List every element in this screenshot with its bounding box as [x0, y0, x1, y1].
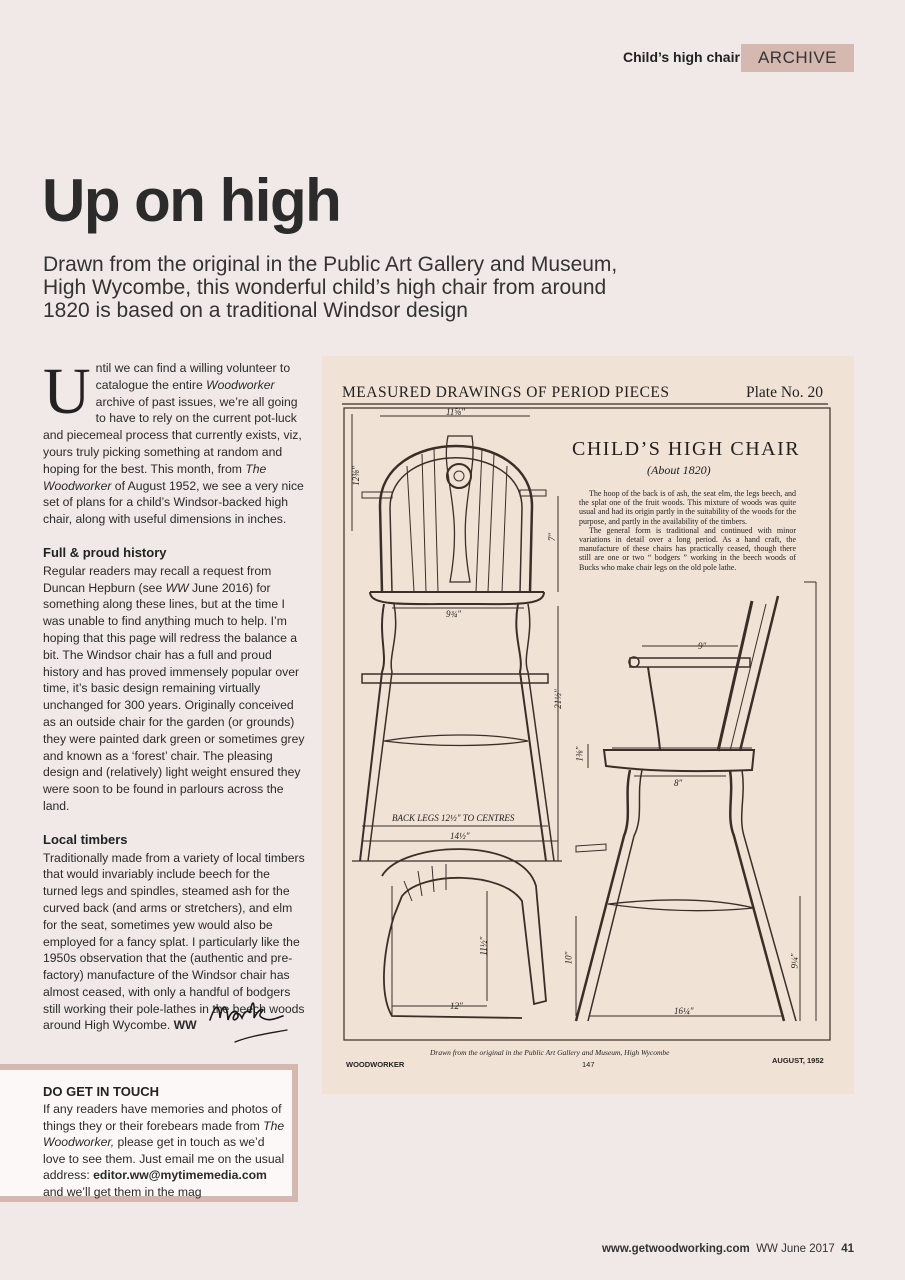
dim-label: 11½"	[478, 936, 489, 956]
plate-chair-title: CHILD’S HIGH CHAIR	[572, 438, 801, 460]
dim-label: 21½"	[552, 689, 563, 709]
dim-label: 1⅜"	[574, 746, 585, 762]
dim-label: 14½"	[450, 831, 470, 841]
dim-label: 8"	[674, 778, 683, 788]
intro-em-1: Woodworker	[206, 377, 275, 392]
page-title: Up on high	[42, 167, 341, 234]
article-body	[43, 355, 305, 1034]
plate-about: (About 1820)	[647, 463, 711, 477]
archive-tag: ARCHIVE	[741, 44, 854, 72]
section-heading-history: Full & proud history	[43, 544, 167, 560]
plate-footer-left: WOODWORKER	[346, 1060, 405, 1069]
footer-issue: WW June 2017	[756, 1243, 835, 1255]
dim-label: 7"	[547, 532, 558, 542]
intro-text-1: ntil we can find a willing volunteer to catalogue the entire	[95, 361, 291, 392]
intro-text-3: of August 1952, we see a very nice set of plans for a child’s Windsor-backed high chair, along with useful dimensions in inches.	[43, 478, 304, 527]
intro-em-2: The Woodworker	[43, 461, 267, 493]
contact-email[interactable]: editor.ww@mytimemedia.com	[93, 1168, 267, 1182]
plate-drawing	[322, 356, 854, 1094]
end-mark: WW	[173, 1018, 197, 1033]
section-title: Child’s high chair	[623, 49, 740, 65]
dropcap: U	[43, 355, 91, 428]
section-heading-timbers: Local timbers	[43, 831, 128, 847]
dim-label: 9"	[698, 641, 707, 651]
plate-paragraph-1: The hoop of the back is of ash, the seat elm, the legs beech, and the splat one of the fruit woods. This mixture of woods was quite usual and had its origin partly in the suitability of the woods for the purpose, and partly in the availability of the timbers.	[579, 489, 796, 526]
dim-label: 11⅝"	[446, 407, 465, 417]
contact-text-2: please get in touch as we’d love to see them. Just email me on the usual address:	[43, 1135, 285, 1182]
history-text-1: Regular readers may recall a request from Duncan Hepburn (see	[43, 563, 272, 595]
standfirst: Drawn from the original in the Public Art Gallery and Museum, High Wycombe, this wonderful child’s high chair from around 1820 is based on a traditional Windsor design	[43, 253, 618, 322]
footer-url[interactable]: www.getwoodworking.com	[601, 1243, 750, 1255]
dim-label: 12"	[450, 1001, 463, 1011]
intro-text-2: archive of past issues, we’re all going to have to rely on the current pot-luck and piecemeal process that currently exists, viz, yours truly picking something at random and hoping for the best. This month, from	[43, 394, 302, 476]
plate-footer-page: 147	[582, 1060, 595, 1069]
footer-page-number: 41	[841, 1243, 854, 1255]
dim-label: BACK LEGS 12½" TO CENTRES	[392, 813, 515, 823]
dim-label: 10"	[563, 951, 574, 965]
dim-label: 9¼"	[789, 953, 800, 969]
contact-em: The Woodworker,	[43, 1118, 285, 1149]
plate-number: Plate No. 20	[746, 384, 824, 401]
contact-text	[43, 1101, 288, 1200]
dim-label: 12⅜"	[350, 466, 361, 486]
contact-box	[0, 1064, 298, 1202]
intro-paragraph	[43, 355, 305, 528]
plate-paragraph-2: The general form is traditional and continued with minor variations in detail over a long period. As a hand craft, the manufacture of these chairs has practically ceased, though there still are one or two “ bodgers ” working in the beech woods of Bucks who make chair legs on the old pole lathe.	[579, 525, 796, 572]
dim-label: 16¼"	[674, 1006, 694, 1016]
contact-heading: DO GET IN TOUCH	[43, 1084, 160, 1099]
signature-mark	[205, 990, 295, 1050]
history-paragraph	[43, 563, 305, 815]
timbers-text: Traditionally made from a variety of local timbers that would invariably include beech for the turned legs and spindles, steamed ash for the curved back (and arms or stretchers), and elm for the seat, sometimes yew would also be employed for a fancy splat. I particularly like the 1950s observation that the (authentic and pre-factory) manufacture of the Windsor chair has almost ceased, with only a handful of bodgers still working their pole-lathes in the beech woods around High Wycombe.	[43, 850, 305, 1033]
plate-text	[579, 489, 796, 572]
page-footer	[602, 1243, 854, 1255]
contact-text-1: If any readers have memories and photos of things they or their forebears made from	[43, 1102, 282, 1133]
dim-label: 9¾"	[446, 609, 462, 619]
plate-illustration	[322, 356, 854, 1094]
plate-caption: Drawn from the original in the Public Art Gallery and Museum, High Wycombe	[430, 1048, 670, 1057]
history-em: WW	[165, 580, 189, 595]
contact-text-3: and we’ll get them in the mag	[43, 1184, 202, 1199]
plate-heading: MEASURED DRAWINGS OF PERIOD PIECES	[342, 384, 670, 401]
plate-footer-date: AUGUST, 1952	[772, 1056, 824, 1065]
history-text-2: June 2016) for something along these lines, but at the time I was unable to find anything much to help. I’m hoping that this page will redress the balance a bit. The Windsor chair has a full and proud history and has proved immensely popular over time, it’s basic design remaining virtually unchanged for 300 years. Originally conceived as an outside chair for the garden (or grounds) they were painted dark green or sometimes grey and known as a ‘forest’ chair. The pleasing design and (relatively) light weight ensured they were soon to be found in parlours across the land.	[43, 580, 305, 813]
